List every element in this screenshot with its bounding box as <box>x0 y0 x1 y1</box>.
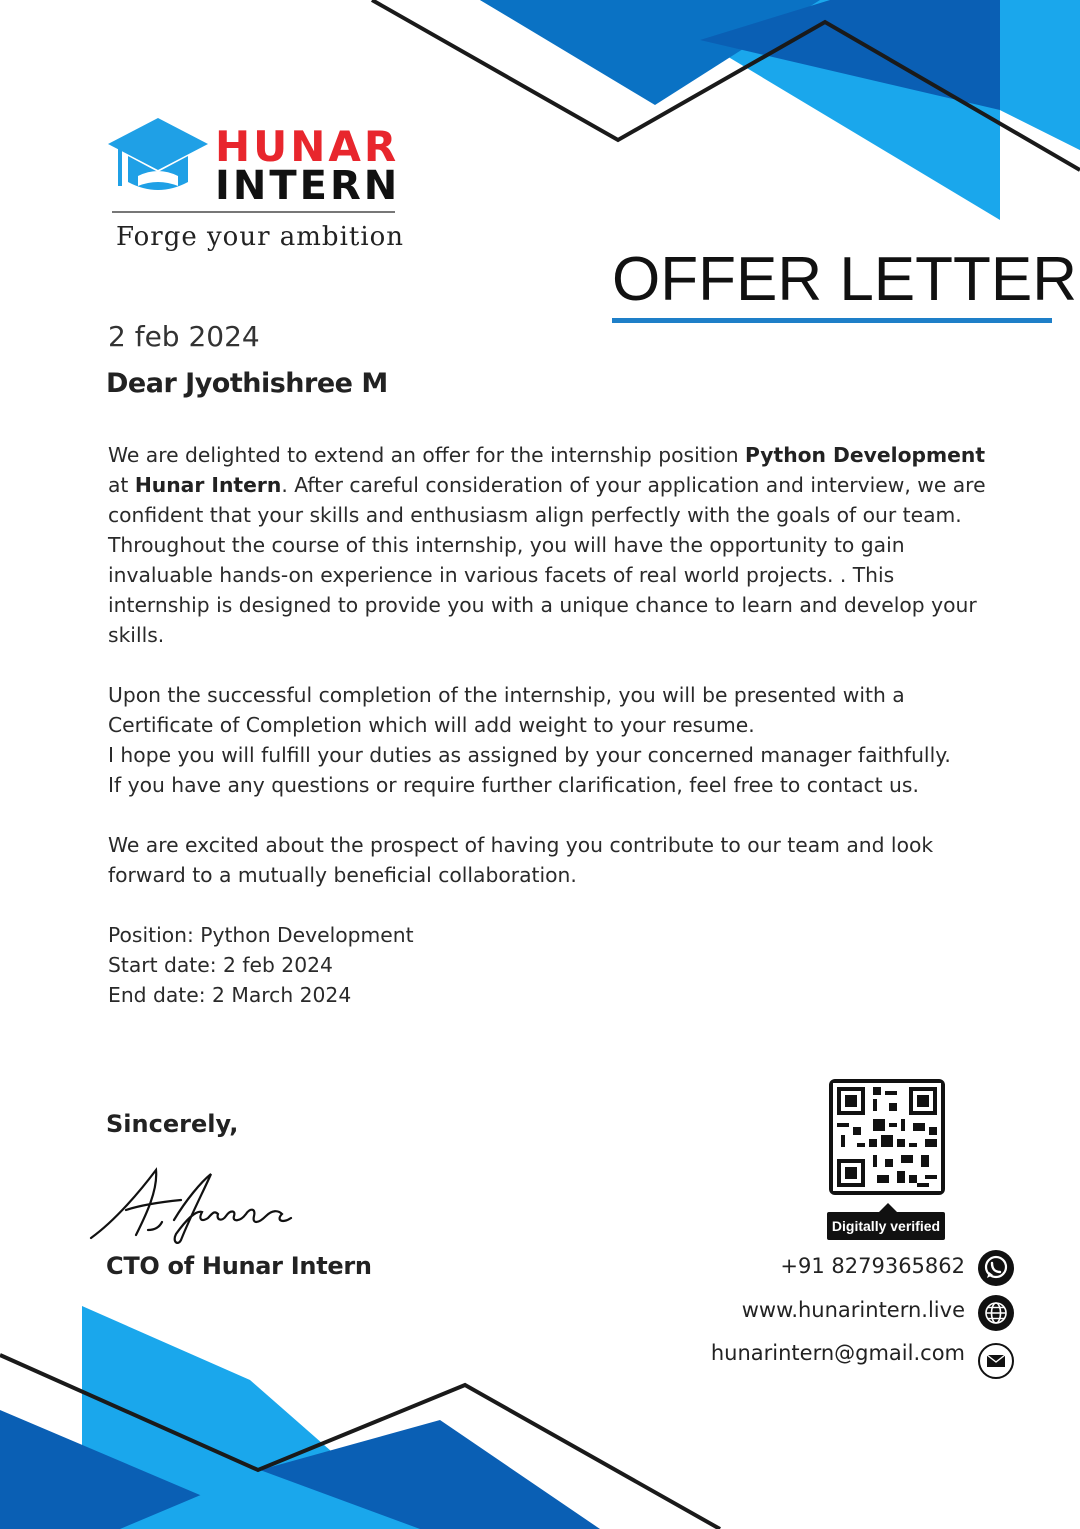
para2-line3: I hope you will fulfill your duties as assigned by your concerned manager faithfully. <box>108 743 951 767</box>
signature-image <box>86 1160 296 1250</box>
logo-tagline: Forge your ambition <box>116 222 405 252</box>
title-underline <box>612 318 1052 323</box>
qr-code-icon <box>829 1079 945 1195</box>
para1-line3: confident that your skills and enthusiasm align perfectly with the goals of our team. <box>108 503 962 527</box>
para2-line2: Certificate of Completion which will add weight to your resume. <box>108 713 755 737</box>
para1-line7: skills. <box>108 623 165 647</box>
para1-line2: at Hunar Intern. After careful consideration of your application and interview, we are <box>108 473 986 497</box>
digitally-verified-badge: Digitally verified <box>827 1212 945 1240</box>
closing-sincerely: Sincerely, <box>106 1110 239 1138</box>
detail-start-date: Start date: 2 feb 2024 <box>108 953 333 977</box>
company-name: Hunar Intern <box>134 473 282 497</box>
page-title: OFFER LETTER <box>612 245 1078 314</box>
globe-icon <box>977 1294 1015 1332</box>
signer-title: CTO of Hunar Intern <box>106 1252 372 1280</box>
detail-position: Position: Python Development <box>108 923 414 947</box>
graduation-cap-icon <box>108 116 208 198</box>
para2-line1: Upon the successful completion of the internship, you will be presented with a <box>108 683 905 707</box>
contact-email[interactable]: hunarintern@gmail.com <box>710 1341 965 1365</box>
logo-intern: INTERN <box>215 163 401 209</box>
greeting: Dear Jyothishree M <box>106 368 388 399</box>
logo-divider <box>112 211 395 213</box>
para1-line1: We are delighted to extend an offer for the internship position Python Development <box>108 443 986 467</box>
mail-icon <box>977 1342 1015 1380</box>
detail-end-date: End date: 2 March 2024 <box>108 983 352 1007</box>
contact-phone[interactable]: +91 8279365862 <box>780 1254 965 1278</box>
letter-date: 2 feb 2024 <box>108 320 260 353</box>
para2-line4: If you have any questions or require further clarification, feel free to contact us. <box>108 773 919 797</box>
position-name: Python Development <box>745 443 986 467</box>
letter-body <box>108 440 1074 1010</box>
verified-badge-notch <box>879 1203 897 1212</box>
para3-line1: We are excited about the prospect of having you contribute to our team and look <box>108 833 934 857</box>
logo-hunar: HUNAR <box>215 122 400 171</box>
para1-line4: Throughout the course of this internship, you will have the opportunity to gain <box>108 533 905 557</box>
para1-line6: internship is designed to provide you with a unique chance to learn and develop your <box>108 593 977 617</box>
para1-line5: invaluable hands-on experience in various facets of real world projects. . This <box>108 563 895 587</box>
contact-website[interactable]: www.hunarintern.live <box>741 1298 965 1322</box>
whatsapp-icon <box>977 1249 1015 1287</box>
para3-line2: forward to a mutually beneficial collaboration. <box>108 863 577 887</box>
